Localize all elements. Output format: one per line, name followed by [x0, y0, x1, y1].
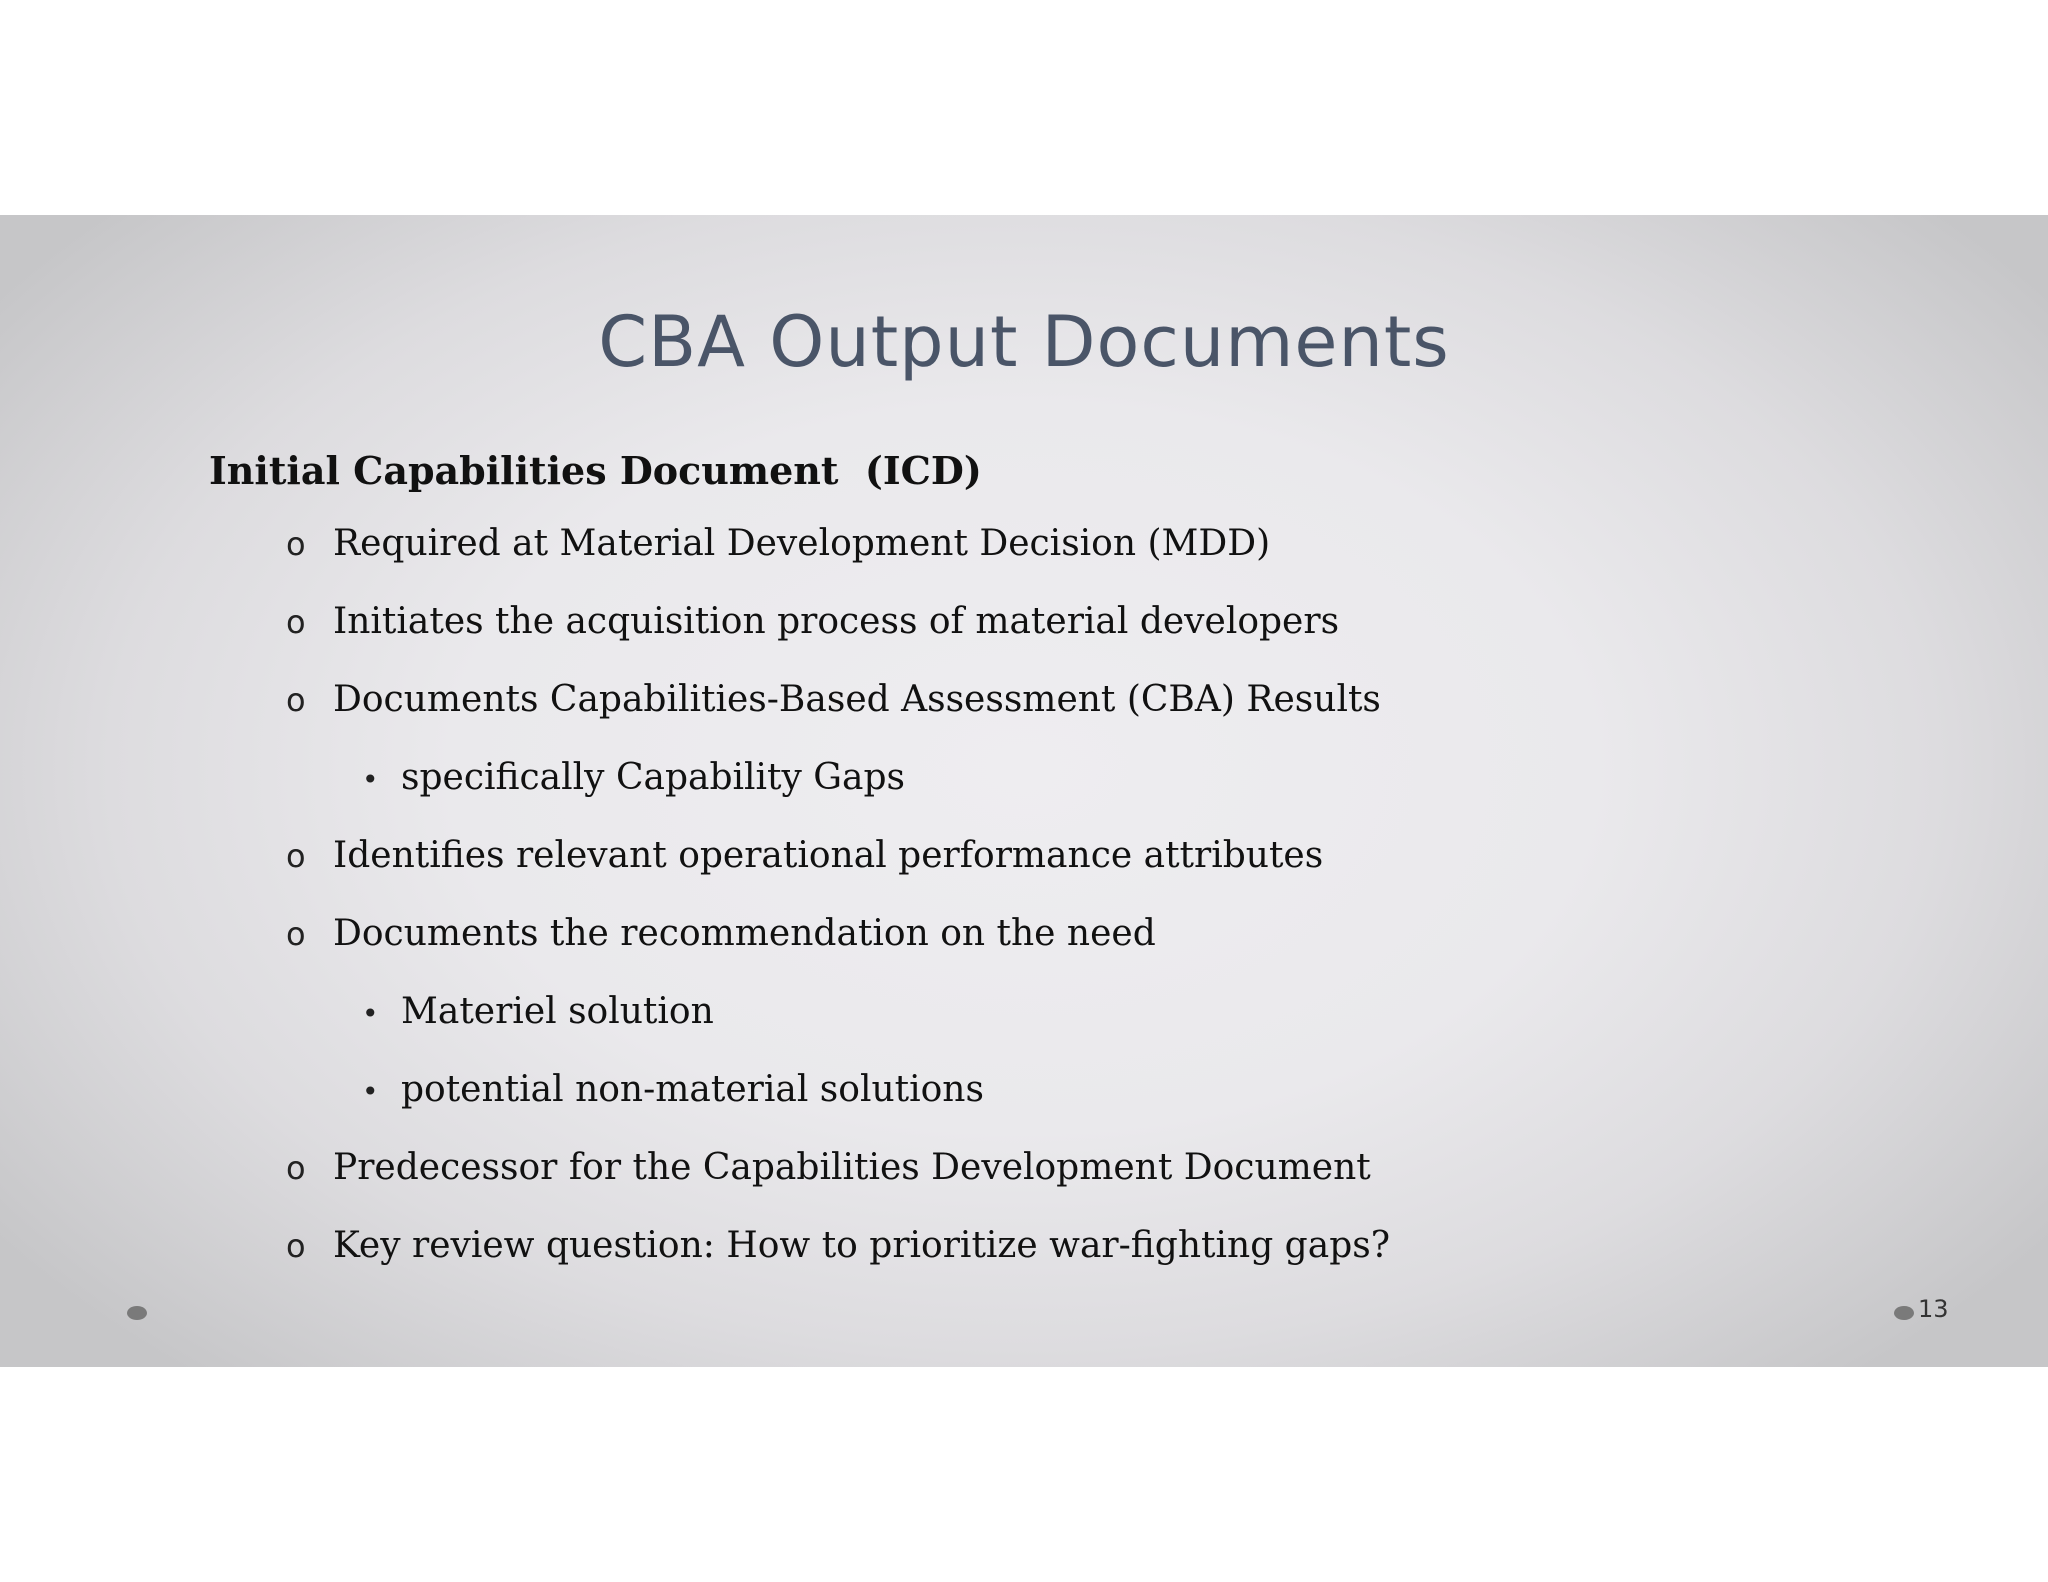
list-item-text: Key review question: How to prioritize war-fighting gaps?	[333, 1225, 1391, 1266]
footer-dot-right	[1894, 1306, 1914, 1320]
bullet-dot: •	[362, 997, 379, 1030]
bullet-marker: o	[286, 1227, 306, 1265]
bullet-marker: o	[286, 603, 306, 641]
page-number: 13	[1918, 1295, 1949, 1323]
bullet-marker: o	[286, 525, 306, 563]
sub-list-item	[362, 756, 905, 799]
list-item	[286, 522, 1270, 565]
sub-list-item	[362, 1068, 984, 1111]
list-item	[286, 912, 1156, 955]
bullet-marker: o	[286, 1149, 306, 1187]
list-item	[286, 678, 1381, 721]
list-item	[286, 1224, 1390, 1267]
list-item-text: Predecessor for the Capabilities Development Document	[333, 1147, 1371, 1188]
bullet-dot: •	[362, 1075, 379, 1108]
footer-dot-left	[127, 1306, 147, 1320]
list-item-text: specifically Capability Gaps	[401, 757, 906, 798]
list-item-text: Identifies relevant operational performance attributes	[333, 835, 1324, 876]
list-item-text: Materiel solution	[401, 991, 714, 1032]
list-item-text: Initiates the acquisition process of material developers	[333, 601, 1340, 642]
bullet-dot: •	[362, 763, 379, 796]
slide	[0, 215, 2048, 1367]
sub-list-item	[362, 990, 714, 1033]
list-item	[286, 834, 1323, 877]
list-item	[286, 600, 1339, 643]
list-item-text: Required at Material Development Decision (MDD)	[333, 523, 1271, 564]
section-heading: Initial Capabilities Document (ICD)	[209, 448, 982, 493]
slide-title: CBA Output Documents	[598, 301, 1450, 383]
list-item-text: Documents Capabilities-Based Assessment (CBA) Results	[333, 679, 1381, 720]
bullet-marker: o	[286, 681, 306, 719]
list-item-text: potential non-material solutions	[401, 1069, 984, 1110]
bullet-marker: o	[286, 837, 306, 875]
bullet-marker: o	[286, 915, 306, 953]
list-item	[286, 1146, 1371, 1189]
list-item-text: Documents the recommendation on the need	[333, 913, 1156, 954]
